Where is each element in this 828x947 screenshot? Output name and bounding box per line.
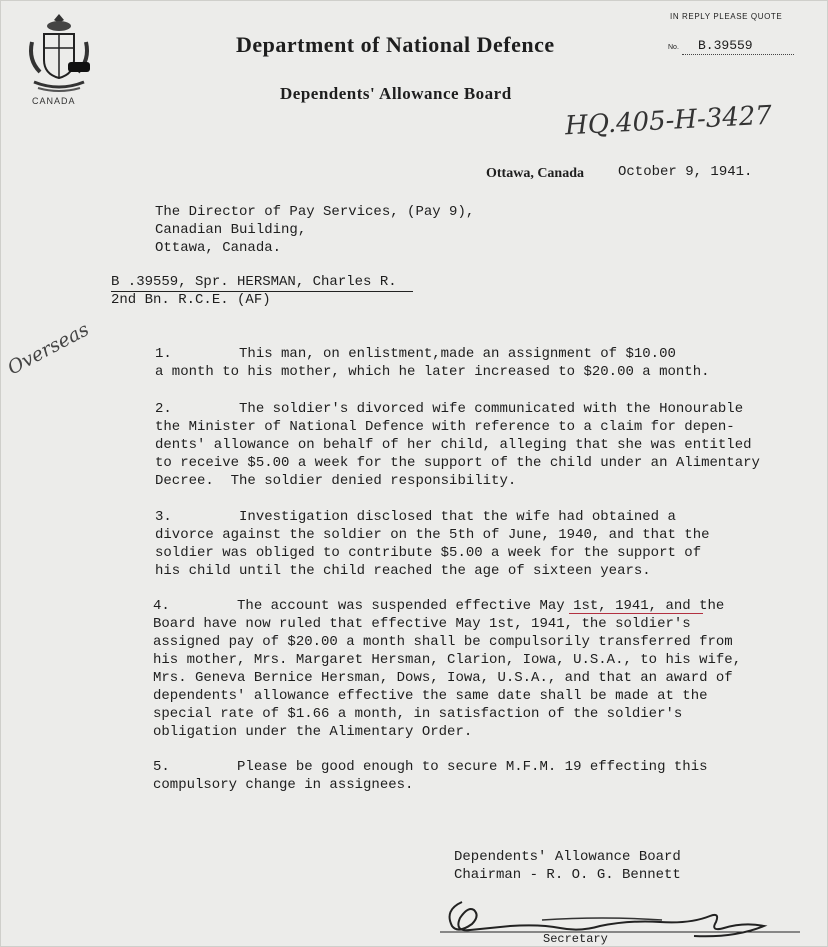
paragraph-line: 3. Investigation disclosed that the wife had obtained a [155,509,676,525]
paragraph-line: dents' allowance on behalf of her child, alleging that she was entitled [155,437,752,453]
handwritten-file-reference: HQ.405-H-3427 [564,100,773,142]
paragraph-line: Board have now ruled that effective May 1st, 1941, the soldier's [153,616,691,632]
paragraph-line: 1. This man, on enlistment,made an assignment of $10.00 [155,346,676,362]
paragraph-line: compulsory change in assignees. [153,777,414,793]
paragraph-2 [155,400,760,490]
paragraph-1 [155,345,710,381]
paragraph-line: divorce against the soldier on the 5th of June, 1940, and that the [155,527,710,543]
paragraph-line: to receive $5.00 a week for the support of the child under an Alimentary [155,455,760,471]
letter-date: October 9, 1941. [618,164,753,180]
letter-place: Ottawa, Canada [486,166,585,181]
ref-number-label: No. [668,44,679,51]
handwritten-signature [432,890,812,940]
paragraph-line: soldier was obliged to contribute $5.00 a week for the support of [155,545,702,561]
paragraph-line: 2. The soldier's divorced wife communicated with the Honourable [155,401,744,417]
coat-of-arms-icon [24,12,94,94]
signature-board: Dependents' Allowance Board [454,849,681,865]
paragraph-5 [153,758,708,794]
margin-note: Overseas [4,318,93,380]
signature-chairman: Chairman - R. O. G. Bennett [454,867,681,883]
paragraph-line: Decree. The soldier denied responsibility. [155,473,517,489]
board-subtitle: Dependents' Allowance Board [280,84,512,103]
department-title: Department of National Defence [236,32,555,57]
addressee-block [155,203,474,257]
paragraph-4 [153,597,741,741]
addressee-line: The Director of Pay Services, (Pay 9), [155,204,475,220]
addressee-line: Canadian Building, [155,222,307,238]
subject-line: 2nd Bn. R.C.E. (AF) [111,292,271,308]
paragraph-line: special rate of $1.66 a month, in satisfaction of the soldier's [153,706,683,722]
paragraph-line: the Minister of National Defence with reference to a claim for depen- [155,419,735,435]
subject-underline [111,291,413,292]
ref-number-underline [682,54,794,55]
addressee-line: Ottawa, Canada. [155,240,282,256]
reply-note: IN REPLY PLEASE QUOTE [670,12,783,21]
paragraph-line: his mother, Mrs. Margaret Hersman, Clarion, Iowa, U.S.A., to his wife, [153,652,742,668]
paragraph-line: 5. Please be good enough to secure M.F.M. 19 effecting this [153,759,708,775]
paragraph-line: obligation under the Alimentary Order. [153,724,473,740]
paragraph-line: his child until the child reached the age of sixteen years. [155,563,651,579]
paragraph-line: assigned pay of $20.00 a month shall be compulsorily transferred from [153,634,733,650]
crest-caption: CANADA [32,96,76,106]
paragraph-line: Mrs. Geneva Bernice Hersman, Dows, Iowa, U.S.A., and that an award of [153,670,733,686]
paragraph-line: a month to his mother, which he later increased to $20.00 a month. [155,364,710,380]
paragraph-3 [155,508,710,580]
ref-number: B.39559 [698,38,753,53]
paragraph-line: dependents' allowance effective the same date shall be made at the [153,688,708,704]
signature-title: Secretary [543,932,608,946]
paragraph-line: 4. The account was suspended effective May 1st, 1941, and the [153,598,725,614]
subject-line: B .39559, Spr. HERSMAN, Charles R. [111,274,397,290]
red-underline-mark [569,613,703,614]
